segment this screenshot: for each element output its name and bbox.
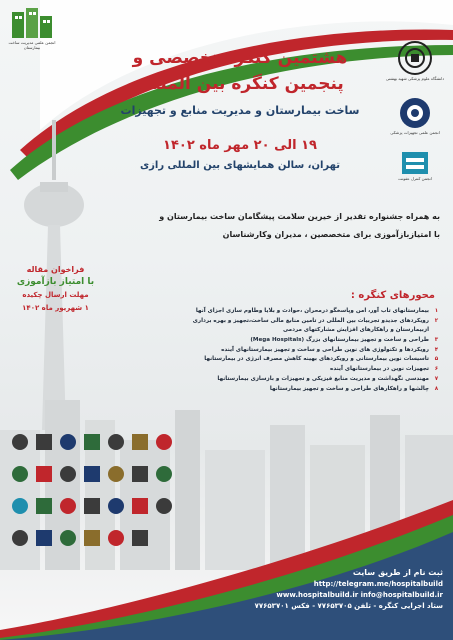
- axis-number: ۳: [434, 337, 439, 344]
- list-item: [148, 337, 440, 345]
- sponsor-logos: [8, 430, 188, 560]
- axis-number: ۶: [434, 366, 439, 373]
- congress-venue: تهران، سالن همایشهای بین المللی رازی: [139, 160, 341, 171]
- equipment-caption: انجمن علمی تجهیزات پزشکی: [390, 130, 440, 135]
- university-emblem-icon: [397, 40, 433, 76]
- call-deadline-date: ۱ شهریور ماه ۱۴۰۲: [22, 304, 89, 312]
- list-item: [148, 366, 440, 374]
- axis-text: تجهیزات نوین در بیمارستانهای آینده: [330, 366, 429, 373]
- gear-emblem-icon: [398, 96, 432, 130]
- list-item: [148, 356, 440, 364]
- list-item: [148, 318, 440, 326]
- axis-number: ۷: [434, 375, 439, 382]
- axes-list: [148, 308, 440, 395]
- congress-date: ۱۹ الی ۲۰ مهر ماه ۱۴۰۲: [163, 138, 317, 153]
- call-label: فراخوان مقاله: [26, 265, 85, 274]
- infection-caption: انجمن کنترل عفونت: [398, 176, 432, 181]
- logo-caption: انجمن علمی مدیریت ساخت بیمارستان: [8, 40, 56, 50]
- medical-equipment-logo: [385, 96, 445, 135]
- axis-number: ۴: [434, 346, 439, 353]
- axis-number: ۲: [434, 317, 439, 324]
- list-item: [148, 308, 440, 316]
- footer-contact: [193, 568, 443, 610]
- call-deadline-label: مهلت ارسال چکیده: [22, 291, 89, 299]
- telegram-link[interactable]: http://telegram.me/hospitalbuild: [313, 580, 443, 588]
- axis-number: ۸: [434, 385, 439, 392]
- list-item: [148, 347, 440, 355]
- axis-text: چالشها و راهکارهای طراحی و ساخت و تجهیز بیمارستانها: [269, 385, 429, 392]
- list-item: [148, 327, 440, 335]
- congress-title-line1: هشتمین کنگره تخصصی و: [132, 48, 348, 68]
- university-caption: دانشگاه علوم پزشکی شهید بهشتی: [385, 76, 445, 81]
- building-icon: [10, 6, 54, 40]
- axis-text: رویکردها و تکنولوژی های نوین طراحی و ساخت و تجهیز بیمارستانهای آینده: [221, 346, 429, 353]
- axis-text: رویکردهای جدیدو تجربیات بین المللی در تامین منابع مالی ساخت،تجهیز و بهره برداری: [192, 317, 429, 324]
- list-item: [148, 386, 440, 394]
- axis-text: ازبیمارستان و راهکارهای افزایش مشارکتهای مردمی: [282, 327, 429, 334]
- phone-fax: ستاد اجرایی کنگره - تلفن ۷۷۶۵۳۷۰۵ - فکس ۷۷۶۵۳۷۰۱: [254, 602, 443, 610]
- infection-control-icon: [400, 150, 430, 176]
- axes-title: محورهای کنگره :: [350, 290, 435, 301]
- axis-number: ۱: [434, 308, 439, 314]
- website-email[interactable]: www.hospitalbuild.ir info@hospitalbuild.ir: [276, 591, 443, 599]
- intro-line1: به همراه جشنواره تقدیر از خیرین سلامت پیشگامان ساخت بیمارستان و: [159, 212, 440, 221]
- axis-text: بیمارستانهای تاب آور، امن وپاسخگو درمحران ،حوادث و بلایا وطاوم سازی اجزای آنها: [195, 308, 429, 314]
- congress-subtitle: ساخت بیمارستان و مدیریت منابع و تجهیزات: [120, 104, 360, 117]
- axis-text: تاسیسات نوین بیمارستانی و رویکردهای بهینه کاهش مصرف انرژی در بیمارستانها: [204, 356, 429, 363]
- infection-control-logo: [385, 150, 445, 181]
- list-item: [148, 376, 440, 384]
- university-logo: [385, 40, 445, 81]
- intro-line2: با امتیازبازآموزی برای متخصصین ، مدیران وکارشناسان: [222, 230, 440, 239]
- congress-title-line2: پنجمین کنگره بین المللی: [136, 74, 344, 94]
- axis-text: طراحی و ساخت و تجهیز بیمارستانهای بزرگ (Mega Hospitals): [250, 337, 429, 344]
- call-for-papers: [8, 265, 103, 313]
- hospital-build-logo: [8, 6, 56, 50]
- register-label: ثبت نام از طریق سایت: [352, 568, 443, 577]
- axis-number: ۵: [434, 356, 439, 363]
- call-status: با امتیاز بازآموزی: [16, 277, 95, 287]
- axis-text: مهندسی نگهداشت و مدیریت منابع فیزیکی و تجهیزات و بازسازی بیمارستانها: [217, 375, 429, 382]
